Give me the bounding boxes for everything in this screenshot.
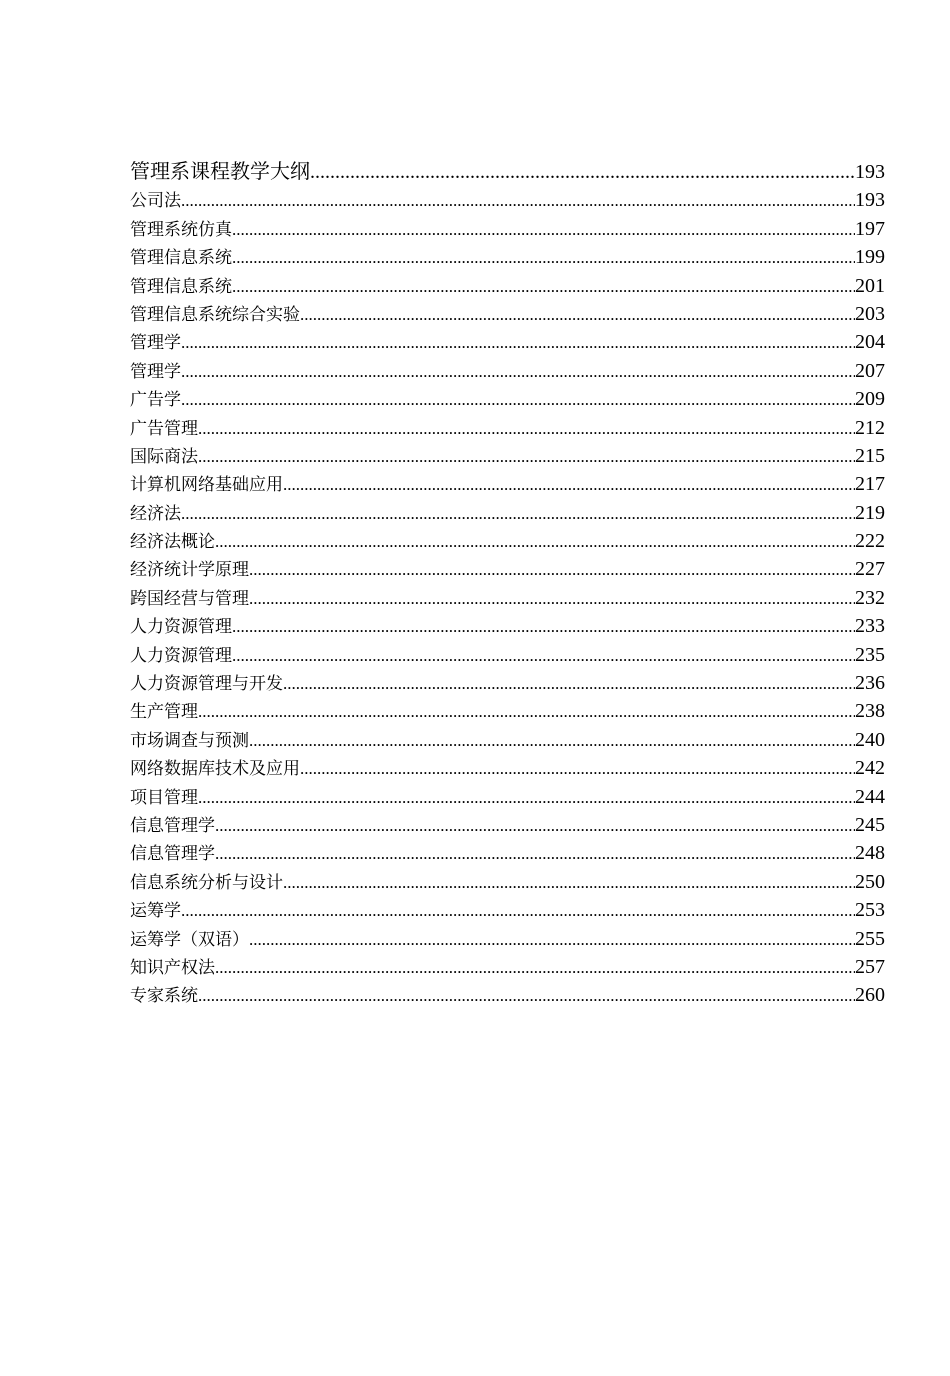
toc-entry-page-number: 193: [855, 189, 885, 212]
toc-entry-page-number: 217: [855, 473, 885, 496]
toc-entry[interactable]: [130, 243, 885, 271]
toc-entry-title: 人力资源管理: [130, 645, 232, 665]
toc-entry-title: 计算机网络基础应用: [130, 475, 283, 495]
toc-entry-title: 广告学: [130, 390, 181, 410]
toc-dot-leader: [215, 954, 855, 982]
toc-entry-page-number: 227: [855, 558, 885, 581]
toc-entry-page-number: 238: [855, 700, 885, 723]
toc-entry-page-number: 207: [855, 359, 885, 382]
toc-entry-title: 信息管理学: [130, 844, 215, 864]
toc-entry-page-number: 212: [855, 416, 885, 439]
toc-entry-page-number: 244: [855, 785, 885, 808]
toc-dot-leader: [249, 556, 855, 584]
toc-dot-leader: [283, 471, 855, 499]
toc-entry-title: 项目管理: [130, 787, 198, 807]
toc-dot-leader: [181, 897, 855, 925]
toc-entry-title: 管理系统仿真: [130, 219, 232, 239]
toc-entry-title: 经济法概论: [130, 532, 215, 552]
toc-entry-title: 经济统计学原理: [130, 560, 249, 580]
toc-entry-page-number: 219: [855, 501, 885, 524]
toc-entry-page-number: 253: [855, 899, 885, 922]
toc-dot-leader: [181, 329, 855, 357]
toc-dot-leader: [300, 301, 855, 329]
toc-dot-leader: [181, 386, 855, 414]
toc-dot-leader: [283, 869, 855, 897]
toc-entry-page-number: 193: [855, 161, 885, 183]
toc-entry-page-number: 240: [855, 728, 885, 751]
toc-entry[interactable]: [130, 527, 885, 555]
toc-entry[interactable]: [130, 272, 885, 300]
toc-entry-title: 管理信息系统综合实验: [130, 304, 300, 324]
toc-entry-page-number: 201: [855, 274, 885, 297]
toc-entry-title: 网络数据库技术及应用: [130, 759, 300, 779]
toc-entry[interactable]: [130, 555, 885, 583]
toc-entry-page-number: 199: [855, 246, 885, 269]
toc-dot-leader: [198, 982, 855, 1010]
toc-dot-leader: [283, 670, 855, 698]
toc-entry-title: 人力资源管理: [130, 617, 232, 637]
toc-dot-leader: [215, 812, 855, 840]
toc-entry-title: 公司法: [130, 191, 181, 211]
toc-dot-leader: [249, 727, 855, 755]
toc-entry-page-number: 250: [855, 870, 885, 893]
toc-entry[interactable]: [130, 726, 885, 754]
toc-entry[interactable]: [130, 414, 885, 442]
toc-entry[interactable]: [130, 953, 885, 981]
toc-entry[interactable]: [130, 186, 885, 214]
toc-entry-title: 经济法: [130, 503, 181, 523]
toc-entry-page-number: 222: [855, 530, 885, 553]
toc-dot-leader: [232, 244, 855, 272]
toc-entry[interactable]: [130, 499, 885, 527]
toc-entry[interactable]: [130, 641, 885, 669]
toc-entry-title: 知识产权法: [130, 957, 215, 977]
toc-dot-leader: [181, 500, 855, 528]
toc-entry-page-number: 242: [855, 757, 885, 780]
toc-dot-leader: [310, 158, 855, 186]
toc-entry-title: 生产管理: [130, 702, 198, 722]
toc-dot-leader: [300, 755, 855, 783]
toc-entry-page-number: 215: [855, 444, 885, 467]
toc-entry-title: 人力资源管理与开发: [130, 674, 283, 694]
toc-entry-title: 跨国经营与管理: [130, 588, 249, 608]
toc-dot-leader: [232, 273, 855, 301]
toc-entry-page-number: 245: [855, 813, 885, 836]
toc-entry-title: 运筹学: [130, 901, 181, 921]
toc-entry[interactable]: [130, 357, 885, 385]
toc-entry[interactable]: [130, 811, 885, 839]
toc-dot-leader: [198, 415, 855, 443]
toc-entry[interactable]: [130, 442, 885, 470]
toc-entry[interactable]: [130, 896, 885, 924]
toc-entry[interactable]: [130, 470, 885, 498]
toc-entry[interactable]: [130, 584, 885, 612]
toc-section-heading[interactable]: [130, 158, 885, 186]
toc-entry-title: 国际商法: [130, 446, 198, 466]
toc-entry[interactable]: [130, 385, 885, 413]
toc-entry-title: 管理系课程教学大纲: [130, 161, 310, 183]
toc-entry-page-number: 232: [855, 586, 885, 609]
toc-entry[interactable]: [130, 612, 885, 640]
toc-entry-page-number: 204: [855, 331, 885, 354]
toc-entry[interactable]: [130, 697, 885, 725]
toc-entry[interactable]: [130, 754, 885, 782]
toc-dot-leader: [249, 585, 855, 613]
toc-entry[interactable]: [130, 783, 885, 811]
toc-entry-page-number: 235: [855, 643, 885, 666]
toc-dot-leader: [215, 840, 855, 868]
toc-entry[interactable]: [130, 925, 885, 953]
toc-entry[interactable]: [130, 328, 885, 356]
toc-entry-title: 信息系统分析与设计: [130, 872, 283, 892]
toc-dot-leader: [232, 216, 855, 244]
toc-entry-title: 管理学: [130, 361, 181, 381]
toc-entry-title: 运筹学（双语）: [130, 929, 249, 949]
toc-entry[interactable]: [130, 839, 885, 867]
toc-dot-leader: [181, 187, 855, 215]
toc-entry-page-number: 209: [855, 388, 885, 411]
toc-dot-leader: [198, 698, 855, 726]
table-of-contents: [130, 158, 885, 1010]
toc-entry-title: 市场调查与预测: [130, 730, 249, 750]
toc-entry-title: 管理信息系统: [130, 248, 232, 268]
toc-entry-title: 专家系统: [130, 986, 198, 1006]
toc-dot-leader: [198, 784, 855, 812]
toc-entry-page-number: 236: [855, 672, 885, 695]
toc-entry-title: 信息管理学: [130, 815, 215, 835]
toc-dot-leader: [232, 642, 855, 670]
toc-dot-leader: [249, 926, 855, 954]
toc-entry-page-number: 233: [855, 615, 885, 638]
toc-entry-page-number: 203: [855, 302, 885, 325]
toc-entry-title: 管理信息系统: [130, 276, 232, 296]
toc-entry-page-number: 260: [855, 984, 885, 1007]
toc-entry-page-number: 257: [855, 955, 885, 978]
toc-dot-leader: [215, 528, 855, 556]
toc-entry-page-number: 248: [855, 842, 885, 865]
toc-entry-page-number: 255: [855, 927, 885, 950]
toc-entry-title: 管理学: [130, 333, 181, 353]
toc-dot-leader: [198, 443, 855, 471]
toc-entry[interactable]: [130, 215, 885, 243]
toc-entry[interactable]: [130, 868, 885, 896]
toc-entry-page-number: 197: [855, 217, 885, 240]
toc-entry[interactable]: [130, 300, 885, 328]
toc-entry[interactable]: [130, 669, 885, 697]
toc-entry-title: 广告管理: [130, 418, 198, 438]
toc-dot-leader: [232, 613, 855, 641]
toc-entry[interactable]: [130, 981, 885, 1009]
toc-dot-leader: [181, 358, 855, 386]
